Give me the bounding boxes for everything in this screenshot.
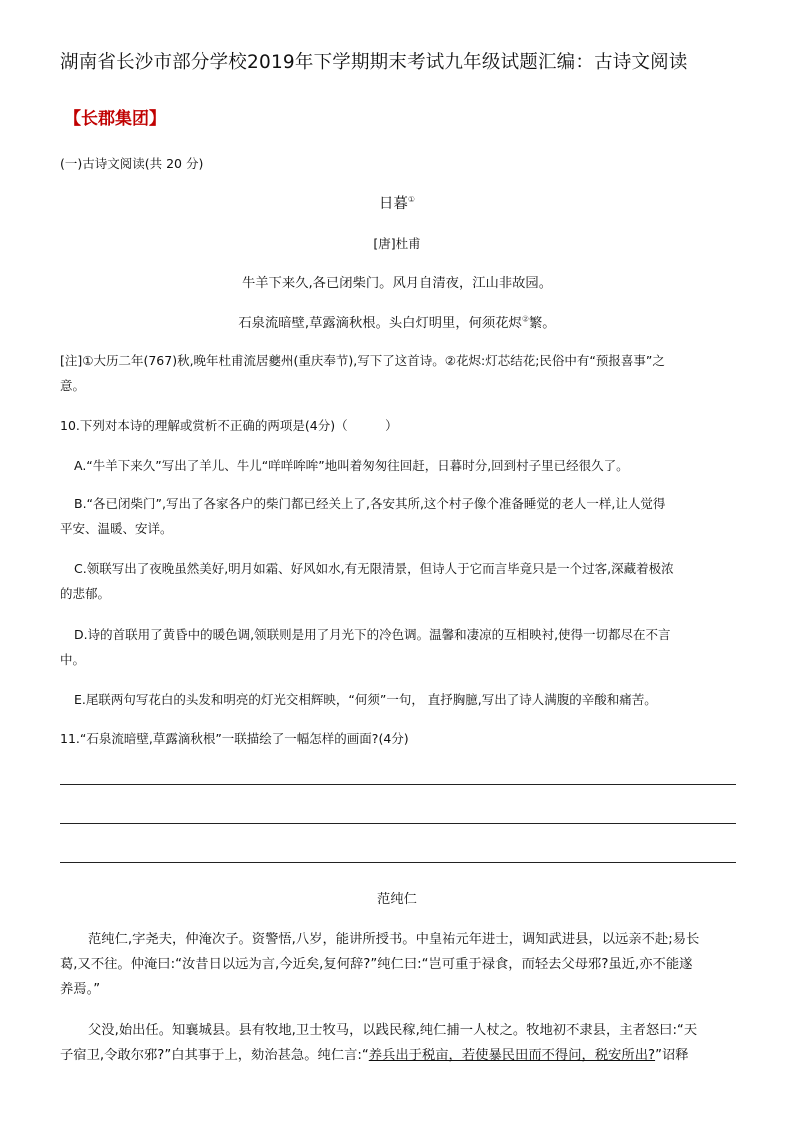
prose-p2-line-1: 父没,始出任。知襄城县。县有牧地,卫士牧马，以践民稼,纯仁捕一人杖之。牧地初不隶县，主者怒曰:“天 — [88, 1023, 698, 1038]
question-10-stem: 10.下列对本诗的理解或赏析不正确的两项是(4分)（ ） — [60, 418, 398, 433]
prose-underlined-sentence: 养兵出于税亩，若使暴民田而不得问，税安所出? — [368, 1048, 656, 1063]
question-10-option-b-line-1: B.“各已闭柴门”,写出了各家各户的柴门都已经关上了,各安其所,这个村子像个准备睡觉的老人一样,让人觉得 — [74, 496, 666, 511]
prose-p1-line-3: 养焉。” — [60, 982, 101, 997]
poem-line-2-a: 石泉流暗壁,草露滴秋根。头白灯明里，何须花烬 — [238, 316, 522, 331]
prose-p2-line-2 — [60, 1044, 689, 1063]
poem-line-2 — [0, 312, 794, 331]
poem-line-2-note: ② — [521, 314, 530, 324]
question-11-stem: 11.“石泉流暗壁,草露滴秋根”一联描绘了一幅怎样的画面?(4分) — [60, 731, 409, 746]
prose-p2-line-2-a: 子宿卫,令敢尔邪?”白其事于上，劾治甚急。纯仁言:“ — [60, 1048, 369, 1063]
group-label: 【长郡集团】 — [64, 109, 166, 129]
prose-p1-line-2: 葛,又不往。仲淹曰:“汝昔日以远为言,今近矣,复何辞?”纯仁曰:“岂可重于禄食，而轻去父母邪?虽近,亦不能遂 — [60, 957, 693, 972]
poem-line-2-b: 繁。 — [529, 316, 556, 331]
poem-title-text: 日暮 — [378, 196, 408, 212]
prose-p1-line-1: 范纯仁,字尧夫，仲淹次子。资警悟,八岁，能讲所授书。中皇祐元年进士，调知武进县，以远亲不赴;易长 — [88, 932, 700, 947]
prose-p2-line-2-b: ”诏释 — [655, 1048, 689, 1063]
question-10-option-c-line-2: 的悲郁。 — [60, 586, 111, 601]
page-title: 湖南省长沙市部分学校2019年下学期期末考试九年级试题汇编：古诗文阅读 — [60, 52, 688, 73]
poem-author: [唐]杜甫 — [373, 236, 421, 251]
answer-line-1 — [60, 784, 736, 785]
poem-notes-line-2: 意。 — [60, 378, 86, 393]
question-10-option-e: E.尾联两句写花白的头发和明亮的灯光交相辉映，“何须”一句， 直抒胸臆,写出了诗人满腹的辛酸和痛苦。 — [74, 692, 657, 707]
poem-title-note: ① — [407, 195, 416, 205]
answer-line-3 — [60, 862, 736, 863]
prose-title: 范纯仁 — [377, 892, 417, 907]
question-10-option-d-line-2: 中。 — [60, 652, 86, 667]
question-10-option-b-line-2: 平安、温暖、安详。 — [60, 521, 173, 536]
question-10-option-a: A.“牛羊下来久”写出了羊儿、牛儿“咩咩哞哞”地叫着匆匆往回赶，日暮时分,回到村子里已经很久了。 — [74, 458, 629, 473]
question-10-option-d-line-1: D.诗的首联用了黄昏中的暖色调,领联则是用了月光下的冷色调。温馨和凄凉的互相映衬,使得一切都尽在不言 — [74, 627, 671, 642]
answer-line-2 — [60, 823, 736, 824]
poem-line-1: 牛羊下来久,各已闭柴门。风月自清夜，江山非故园。 — [241, 276, 553, 291]
section-heading: (一)古诗文阅读(共 20 分) — [60, 156, 204, 171]
question-10-option-c-line-1: C.领联写出了夜晚虽然美好,明月如霜、好风如水,有无限清景，但诗人于它而言毕竟只是一个过客,深藏着极浓 — [74, 561, 674, 576]
poem-title — [0, 192, 794, 213]
poem-notes-line-1: [注]①大历二年(767)秋,晚年杜甫流居夔州(重庆奉节),写下了这首诗。②花烬:灯芯结花;民俗中有“预报喜事”之 — [60, 353, 665, 368]
